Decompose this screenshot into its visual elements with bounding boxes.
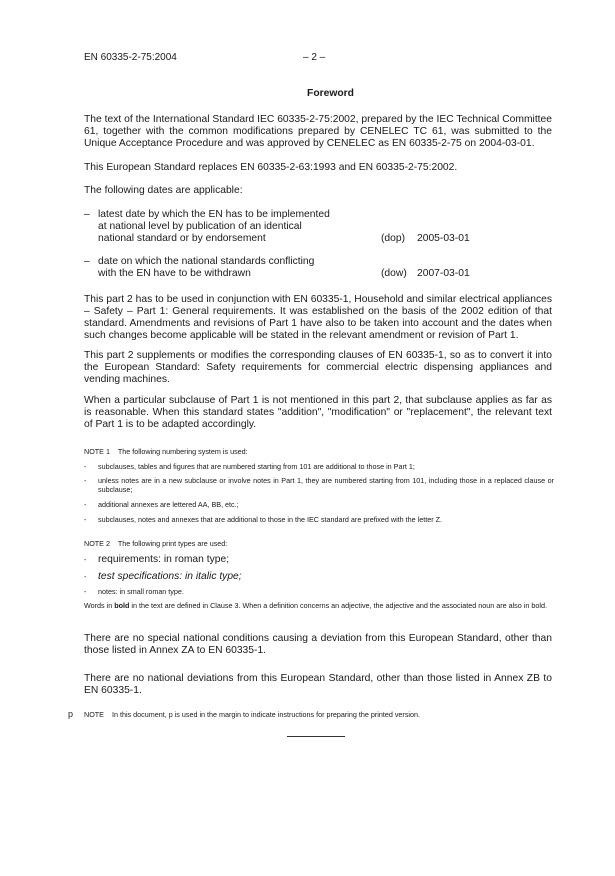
supplements-paragraph: This part 2 supplements or modifies the corresponding clauses of EN 60335-1, so as to convert it into the European Standard: Safety requirements for commercial electric dispensing appliances and vending machines. (84, 350, 552, 385)
bullet: - (84, 572, 87, 581)
print-type-roman: requirements: in roman type; (98, 554, 230, 565)
page-title: Foreword (307, 88, 354, 99)
replaces-paragraph: This European Standard replaces EN 60335-2-63:1993 and EN 60335-2-75:2002. (84, 162, 458, 173)
dow-line: date on which the national standards conflicting (98, 256, 315, 267)
bold-words-note (84, 601, 554, 610)
dop-code: (dop) (381, 233, 406, 244)
dop-description (98, 209, 378, 245)
margin-marker: p (68, 709, 74, 719)
note-1 (84, 447, 554, 456)
document-id: EN 60335-2-75:2004 (84, 52, 177, 63)
dow-code: (dow) (381, 268, 407, 279)
margin-note-label: NOTE (84, 710, 104, 719)
list-dash: – (84, 209, 90, 220)
note-1-item: subclauses, tables and figures that are numbered starting from 101 are additional to those in Part 1; (98, 462, 415, 471)
bullet: - (84, 462, 87, 471)
bold-words-pre: Words in (84, 601, 115, 610)
special-conditions-paragraph: There are no special national conditions causing a deviation from this European Standard, other than those listed in Annex ZA to EN 60335-1. (84, 633, 552, 656)
bullet: - (84, 555, 87, 564)
margin-note-text: In this document, p is used in the margin to indicate instructions for preparing the printed version. (111, 710, 420, 719)
bullet: - (84, 515, 87, 524)
subclause-paragraph: When a particular subclause of Part 1 is not mentioned in this part 2, that subclause applies as far as is reasonable. When this standard states "addition", "modification" or "replacement", the relevant text of Part 1 is to be adapted accordingly. (84, 395, 552, 430)
print-type-small: notes: in small roman type. (98, 587, 184, 596)
dop-line: at national level by publication of an identical (98, 221, 302, 232)
note-1-item: additional annexes are lettered AA, BB, etc.; (98, 500, 239, 509)
end-rule (287, 736, 345, 737)
note-1-label: NOTE 1 (84, 447, 110, 456)
list-dash: – (84, 256, 90, 267)
note-1-item: subclauses, notes and annexes that are additional to those in the IEC standard are prefixed with the letter Z. (98, 515, 443, 524)
intro-paragraph: The text of the International Standard IEC 60335-2-75:2002, prepared by the IEC Technical Committee 61, together with the common modifications prepared by CENELEC TC 61, was submitted to the Unique Acceptance Procedure and was approved by CENELEC as EN 60335-2-75 on 2004-03-01. (84, 114, 552, 149)
bold-words-bold: bold (114, 601, 130, 610)
bullet: - (84, 587, 87, 596)
margin-note (84, 710, 554, 719)
print-type-italic: test specifications: in italic type; (98, 571, 242, 582)
bullet: - (84, 476, 87, 485)
note-1-text: The following numbering system is used: (117, 447, 248, 456)
note-2 (84, 539, 554, 548)
note-2-text: The following print types are used: (117, 539, 228, 548)
note-2-label: NOTE 2 (84, 539, 110, 548)
national-deviations-paragraph: There are no national deviations from this European Standard, other than those listed in Annex ZB to EN 60335-1. (84, 673, 552, 696)
page-number: – 2 – (303, 52, 326, 63)
dop-date: 2005-03-01 (417, 233, 470, 244)
dates-intro: The following dates are applicable: (84, 185, 243, 196)
dop-line: latest date by which the EN has to be implemented (98, 209, 330, 220)
dow-description (98, 256, 378, 280)
part2-paragraph: This part 2 has to be used in conjunction with EN 60335-1, Household and similar electrical appliances – Safety – Part 1: General requirements. It was established on the basis of the 2002 edition of that standard. Amendments and revisions of Part 1 have also to be taken into account and the dates when such changes become applicable will be stated in the relevant amendment or revision of Part 1. (84, 294, 552, 341)
dow-line: with the EN have to be withdrawn (98, 268, 251, 279)
dop-line: national standard or by endorsement (98, 233, 266, 244)
bullet: - (84, 500, 87, 509)
dow-date: 2007-03-01 (417, 268, 470, 279)
bold-words-post: in the text are defined in Clause 3. When a definition concerns an adjective, the adjective and the associated noun are also in bold. (129, 601, 547, 610)
note-1-item: unless notes are in a new subclause or involve notes in Part 1, they are numbered starting from 101, including those in a replaced clause or subclause; (98, 476, 554, 494)
